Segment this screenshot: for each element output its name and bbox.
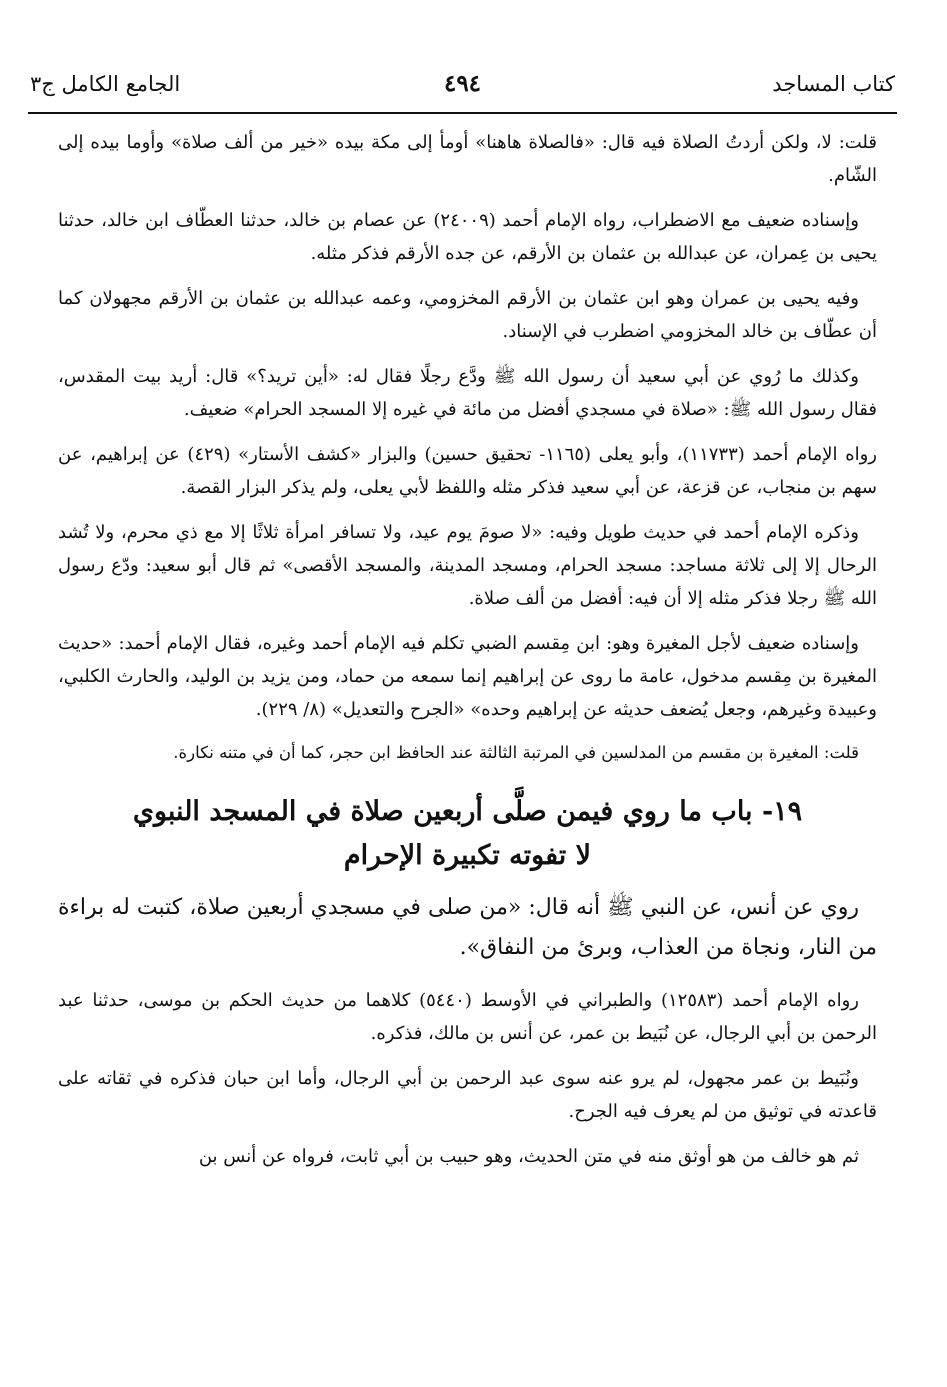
chapter-heading-line: ١٩- باب ما روي فيمن صلَّى أربعين صلاة في المسجد النبوي (132, 796, 803, 827)
paragraph: ثم هو خالف من هو أوثق منه في متن الحديث، وهو حبيب بن أبي ثابت، فرواه عن أنس بن (198, 1146, 859, 1167)
page-number: ٤٩٤ (443, 70, 482, 97)
paragraph: رواه الإمام أحمد (١١٧٣٣)، وأبو يعلى (١١٦٥- تحقيق حسين) والبزار «كشف الأستار» (٤٢٩) عن إبراهيم، عن سهم بن منجاب، عن قزعة، عن أبي سعيد فذكر مثله واللفظ لأبي يعلى، ولم يذكر البزار القصة. (58, 444, 878, 498)
paragraph: قلت: لا، ولكن أردتُ الصلاة فيه قال: «فالصلاة هاهنا» أومأ إلى مكة بيده «خير من ألف صلاة» وأوما بيده إلى الشّام. (58, 132, 877, 186)
running-head-book-title: كتاب المساجد (772, 72, 895, 96)
paragraph: رواه الإمام أحمد (١٢٥٨٣) والطبراني في الأوسط (٥٤٤٠) كلاهما من حديث الحكم بن موسى، حدثنا عبد الرحمن بن أبي الرجال، عن نُبَيط بن عمر، عن أنس بن مالك، فذكره. (58, 990, 877, 1044)
paragraph: وفيه يحيى بن عمران وهو ابن عثمان بن الأرقم المخزومي، وعمه عبدالله بن عثمان بن الأرقم مجهولان كما أن عطّاف بن خالد المخزومي اضطرب في الإسناد. (58, 288, 877, 342)
running-head-volume-title: الجامع الكامل ج٣ (30, 72, 181, 96)
chapter-heading-line: لا تفوته تكبيرة الإحرام (343, 840, 592, 871)
paragraph: وإسناده ضعيف لأجل المغيرة وهو: ابن مِقسم الضبي تكلم فيه الإمام أحمد وغيره، فقال الإمام أحمد: «حديث المغيرة بن مِقسم مدخول، عامة ما روى عن إبراهيم إنما سمعه من حماد، ومن يزيد بن الوليد، والحارث الكلبي، وعبيدة وغيرهم، وجعل يُضعف حديثه عن إبراهيم وحده» «الجرح والتعديل» (٨/ ٢٢٩). (58, 633, 877, 720)
header-rule (28, 112, 897, 114)
hadith-text: روي عن أنس، عن النبي ﷺ أنه قال: «من صلى في مسجدي أربعين صلاة، كتبت له براءة من النار، ونجاة من العذاب، وبرئ من النفاق». (58, 895, 877, 960)
paragraph: ونُبَيط بن عمر مجهول، لم يرو عنه سوى عبد الرحمن بن أبي الرجال، وأما ابن حبان فذكره في ثقاته على قاعدته في توثيق من لم يعرف فيه الجرح. (58, 1068, 877, 1122)
chapter-heading (58, 790, 877, 878)
page-header (30, 66, 895, 106)
page-body (58, 126, 877, 1185)
paragraph: وإسناده ضعيف مع الاضطراب، رواه الإمام أحمد (٢٤٠٠٩) عن عصام بن خالد، حدثنا العطّاف ابن خالد، حدثنا يحيى بن عِمران، عن عبدالله بن عثمان بن الأرقم، عن جده الأرقم فذكر مثله. (58, 210, 877, 264)
paragraph: وذكره الإمام أحمد في حديث طويل وفيه: «لا صومَ يوم عيد، ولا تسافر امرأة ثلاثًا إلا مع ذي محرم، ولا تُشد الرحال إلا إلى ثلاثة مساجد: مسجد الحرام، ومسجد المدينة، والمسجد الأقصى» ثم قال أبو سعيد: ودّع رسول الله ﷺ رجلا فذكر مثله إلا أن فيه: أفضل من ألف صلاة. (58, 522, 877, 609)
note-paragraph: قلت: المغيرة بن مقسم من المدلسين في المرتبة الثالثة عند الحافظ ابن حجر، كما أن في متنه نكارة. (173, 743, 859, 762)
paragraph: وكذلك ما رُوي عن أبي سعيد أن رسول الله ﷺ ودَّع رجلًا فقال له: «أين تريد؟» قال: أريد بيت المقدس، فقال رسول الله ﷺ: «صلاة في مسجدي أفضل من مائة في غيره إلا المسجد الحرام» ضعيف. (58, 366, 877, 420)
